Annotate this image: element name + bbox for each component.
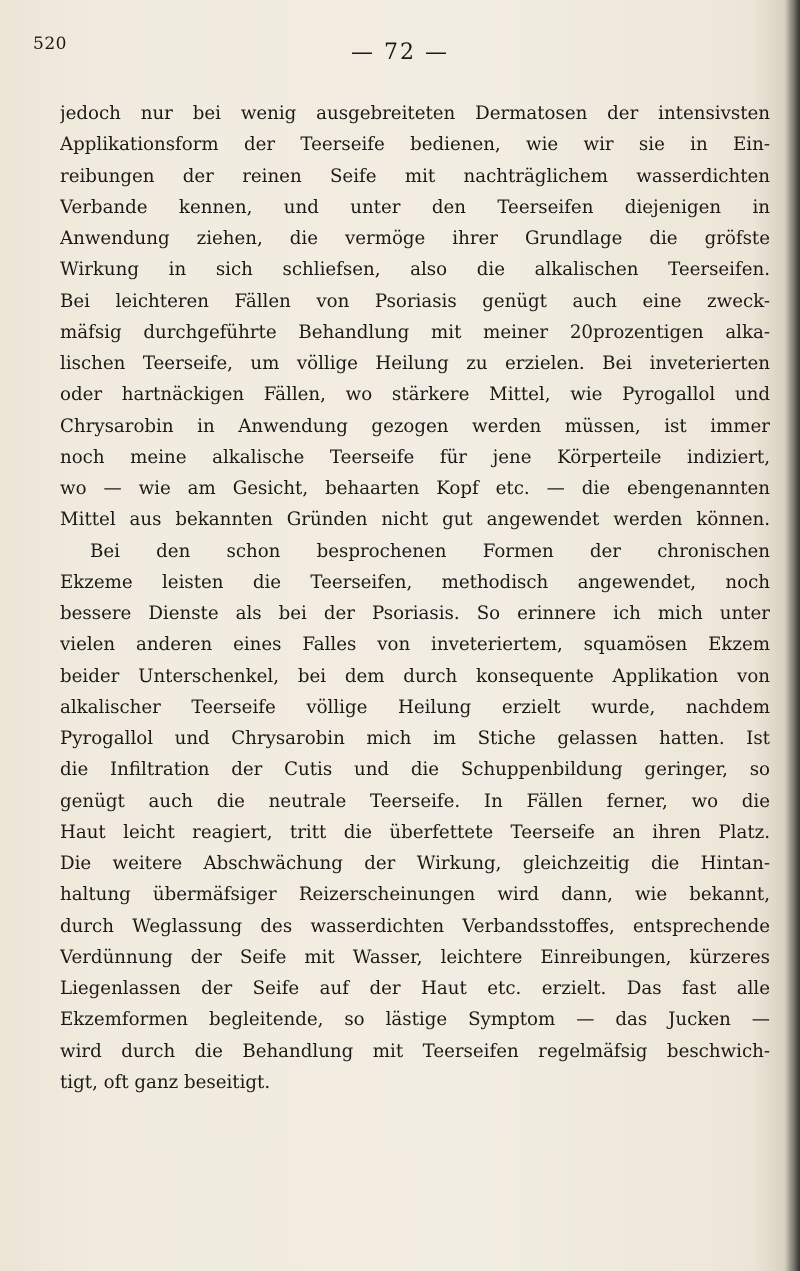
text-line: Pyrogallol und Chrysarobin mich im Stiche gelassen hatten. Ist bbox=[60, 728, 770, 749]
text-line: wird durch die Behandlung mit Teerseifen regelmäfsig beschwich- bbox=[60, 1040, 770, 1062]
text-line: genügt auch die neutrale Teerseife. In Fällen ferner, wo die bbox=[60, 790, 770, 812]
text-line: Applikationsform der Teerseife bedienen, wie wir sie in Ein- bbox=[60, 134, 770, 156]
text-line: tigt, oft ganz beseitigt. bbox=[60, 1071, 271, 1093]
text-line: wo — wie am Gesicht, behaarten Kopf etc. — die ebengenannten bbox=[60, 478, 770, 499]
text-line: durch Weglassung des wasserdichten Verbandsstoffes, entsprechende bbox=[60, 915, 770, 937]
text-line: jedoch nur bei wenig ausgebreiteten Dermatosen der intensivsten bbox=[60, 103, 770, 124]
text-line: Bei den schon besprochenen Formen der chronischen bbox=[90, 540, 770, 562]
text-line: lischen Teerseife, um völlige Heilung zu erzielen. Bei inveterierten bbox=[60, 353, 770, 374]
text-line: mäfsig durchgeführte Behandlung mit meiner 20prozentigen alka- bbox=[60, 321, 770, 343]
text-line: noch meine alkalische Teerseife für jene Körperteile indiziert, bbox=[60, 446, 770, 468]
text-line: bessere Dienste als bei der Psoriasis. So erinnere ich mich unter bbox=[60, 603, 770, 624]
text-line: beider Unterschenkel, bei dem durch konsequente Applikation von bbox=[60, 665, 770, 687]
page-edge-shadow bbox=[786, 0, 800, 1271]
text-line: Liegenlassen der Seife auf der Haut etc. erzielt. Das fast alle bbox=[60, 978, 770, 999]
text-line: Ekzemformen begleitende, so lästige Symptom — das Jucken — bbox=[60, 1009, 770, 1031]
text-line: Verdünnung der Seife mit Wasser, leichtere Einreibungen, kürzeres bbox=[60, 946, 770, 968]
text-line: Ekzeme leisten die Teerseifen, methodisch angewendet, noch bbox=[60, 571, 770, 593]
text-line: reibungen der reinen Seife mit nachträglichem wasserdichten bbox=[60, 165, 770, 187]
text-line: die Infiltration der Cutis und die Schuppenbildung geringer, so bbox=[60, 759, 770, 781]
text-line: Verbande kennen, und unter den Teerseifen diejenigen in bbox=[60, 196, 770, 218]
text-line: oder hartnäckigen Fällen, wo stärkere Mittel, wie Pyrogallol und bbox=[60, 384, 770, 406]
text-line: Mittel aus bekannten Gründen nicht gut angewendet werden können. bbox=[60, 509, 770, 531]
body-text bbox=[60, 98, 770, 1098]
text-line: vielen anderen eines Falles von inveteriertem, squamösen Ekzem bbox=[60, 634, 770, 656]
text-line: Haut leicht reagiert, tritt die überfettete Teerseife an ihren Platz. bbox=[60, 821, 770, 843]
text-line: alkalischer Teerseife völlige Heilung erzielt wurde, nachdem bbox=[60, 696, 770, 718]
text-line: Chrysarobin in Anwendung gezogen werden müssen, ist immer bbox=[60, 415, 770, 437]
text-line: Bei leichteren Fällen von Psoriasis genügt auch eine zweck- bbox=[60, 290, 770, 312]
text-line: Die weitere Abschwächung der Wirkung, gleichzeitig die Hintan- bbox=[60, 853, 770, 874]
running-head: — 72 — bbox=[351, 40, 449, 65]
text-line: haltung übermäfsiger Reizerscheinungen wird dann, wie bekannt, bbox=[60, 884, 770, 906]
page-number: 520 bbox=[33, 34, 67, 54]
text-line: Wirkung in sich schliefsen, also die alkalischen Teerseifen. bbox=[60, 259, 770, 281]
text-line: Anwendung ziehen, die vermöge ihrer Grundlage die gröfste bbox=[60, 228, 770, 249]
